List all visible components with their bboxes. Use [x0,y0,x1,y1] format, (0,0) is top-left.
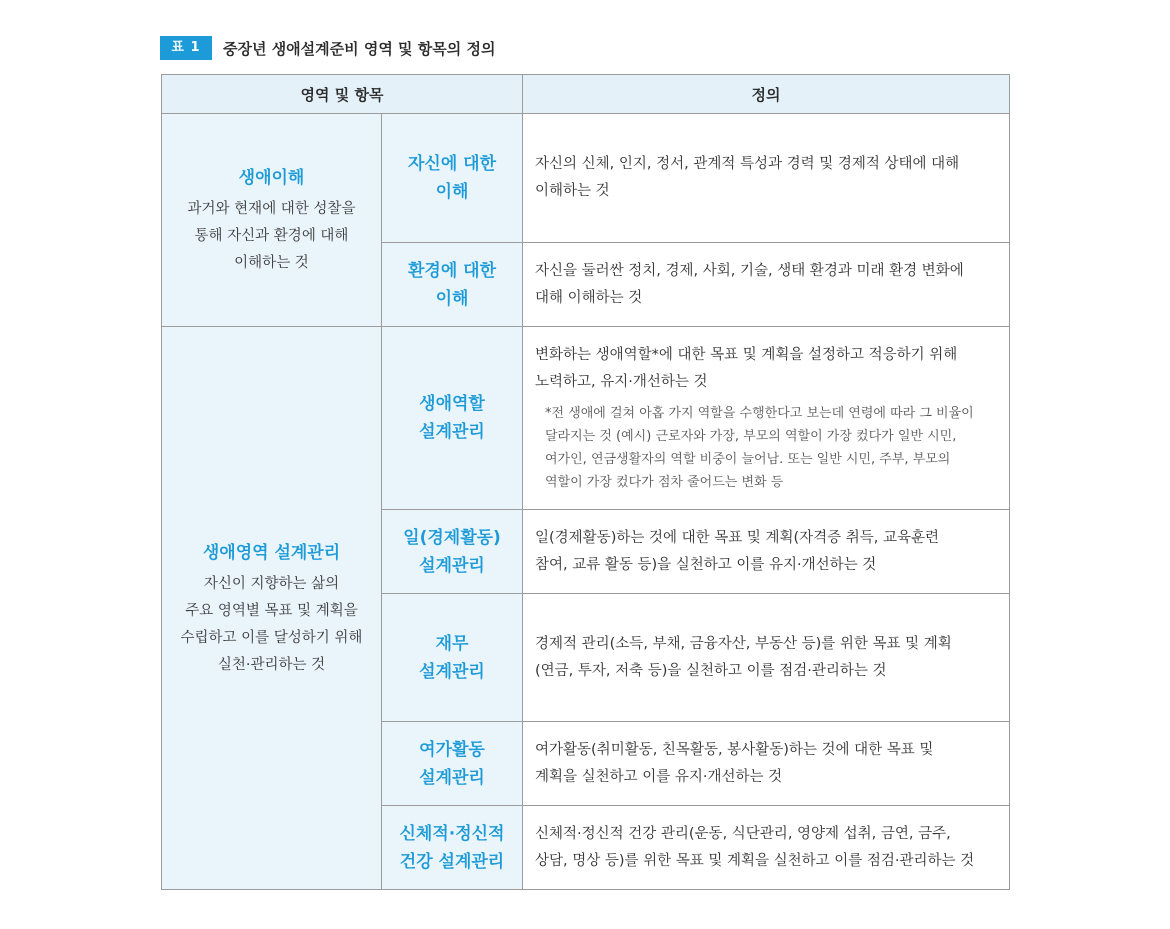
table-number-badge: 표 1 [160,36,212,60]
item-definition: 변화하는 생애역할*에 대한 목표 및 계획을 설정하고 적응하기 위해 노력하고, 유지·개선하는 것 [535,347,958,390]
item-definition: 일(경제활동)하는 것에 대한 목표 및 계획(자격증 취득, 교육훈련 참여, 교류 활동 등)을 실천하고 이를 유지·개선하는 것 [523,510,1010,594]
header-definition: 정의 [523,75,1010,114]
item-definition: 경제적 관리(소득, 부채, 금융자산, 부동산 등)를 위한 목표 및 계획 (연금, 투자, 저축 등)을 실천하고 이를 점검·관리하는 것 [523,594,1010,722]
table-caption [160,36,495,60]
area-description: 과거와 현재에 대한 성찰을 통해 자신과 환경에 대해 이해하는 것 [187,201,356,271]
item-name: 일(경제활동) 설계관리 [382,510,523,594]
table-row [162,327,1010,510]
item-name: 여가활동 설계관리 [382,722,523,806]
item-name: 자신에 대한 이해 [382,114,523,243]
item-definition: 여가활동(취미활동, 친목활동, 봉사활동)하는 것에 대한 목표 및 계획을 실천하고 이를 유지·개선하는 것 [523,722,1010,806]
item-name: 재무 설계관리 [382,594,523,722]
item-name: 생애역할 설계관리 [382,327,523,510]
area-title: 생애영역 설계관리 [202,542,341,563]
header-row [162,75,1010,114]
item-name: 신체적·정신적 건강 설계관리 [382,806,523,890]
area-description: 자신이 지향하는 삶의 주요 영역별 목표 및 계획을 수립하고 이를 달성하기 위해 실천·관리하는 것 [180,575,363,673]
item-definition: 신체적·정신적 건강 관리(운동, 식단관리, 영양제 섭취, 금연, 금주, 상담, 명상 등)를 위한 목표 및 계획을 실천하고 이를 점검·관리하는 것 [523,806,1010,890]
item-definition: 자신을 둘러싼 정치, 경제, 사회, 기술, 생태 환경과 미래 환경 변화에 대해 이해하는 것 [523,243,1010,327]
table-row [162,114,1010,243]
area-cell-life-understanding [162,114,382,327]
item-definition: 자신의 신체, 인지, 정서, 관계적 특성과 경력 및 경제적 상태에 대해 이해하는 것 [523,114,1010,243]
item-name: 환경에 대한 이해 [382,243,523,327]
definition-table [161,74,1010,890]
header-area-item: 영역 및 항목 [162,75,523,114]
table-title: 중장년 생애설계준비 영역 및 항목의 정의 [223,39,496,58]
area-title: 생애이해 [238,168,305,188]
item-definition-cell [523,327,1010,510]
area-cell-life-domain-management [162,327,382,890]
item-footnote: *전 생애에 걸쳐 아홉 가지 역할을 수행한다고 보는데 연령에 따라 그 비율이 달라지는 것 (예시) 근로자와 가장, 부모의 역할이 가장 컸다가 일반 시민, 여가인, 연금생활자의 역할 비중이 늘어남. 또는 일반 시민, 주부, 부모의 역할이 가장 컸다가 점차 줄어드는 변화 등 [545,406,974,490]
